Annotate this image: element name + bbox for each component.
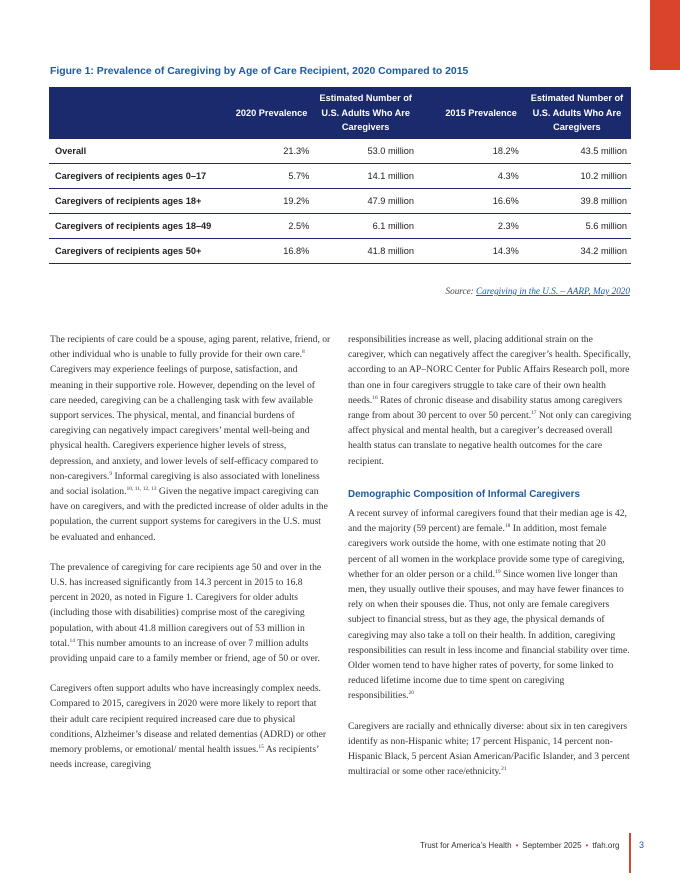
table-row: [49, 139, 631, 164]
footer-date: September 2025: [522, 840, 582, 850]
table-row: [49, 189, 631, 214]
footnote-ref: 16: [372, 394, 378, 401]
text-run: The recipients of care could be a spouse, aging parent, relative, friend, or other individual who is unable to fully provide for their own care.: [50, 334, 331, 361]
table-cell: 34.2 million: [523, 239, 631, 264]
section-heading: Demographic Composition of Informal Caregivers: [348, 488, 580, 500]
text-run: Not only can caregiving affect physical and mental health, but a caregiver’s decreased overall health status can translate to negative health outcomes for the care recipient.: [348, 410, 632, 467]
table-cell: 6.1 million: [313, 214, 418, 239]
left-column: [50, 332, 332, 787]
text-run: Caregivers may experience feelings of purpose, satisfaction, and meaning in their supportive role. However, depending on the level of care needed, caregiving can be a challenging task with few available support services. The physical, mental, and financial burdens of caregiving can negatively impact caregivers’ mental well-being and physical health. Caregivers experience higher levels of stress, depression, and anxiety, and lower levels of self-efficacy compared to non-caregivers.: [50, 364, 318, 482]
table-cell: 4.3%: [418, 164, 523, 189]
row-label: Caregivers of recipients ages 0–17: [49, 164, 217, 189]
footnote-ref: 8: [302, 349, 305, 356]
footer-site[interactable]: tfah.org: [592, 840, 620, 850]
footnote-ref: 18: [504, 523, 511, 530]
body-paragraph: [348, 719, 632, 780]
body-paragraph: [50, 560, 332, 666]
header-cell: 2020 Prevalence: [217, 87, 313, 139]
body-paragraph: [348, 506, 632, 704]
table-cell: 10.2 million: [523, 164, 631, 189]
corner-accent-tab: [650, 0, 680, 70]
footer-separator: •: [585, 840, 589, 850]
footnote-ref: 14: [69, 637, 75, 644]
table-cell: 21.3%: [217, 139, 313, 164]
footnote-ref: 9: [109, 470, 113, 477]
text-run: Caregivers are racially and ethnically diverse: about six in ten caregivers identify as non-Hispanic white; 17 percent Hispanic, 14 percent non-Hispanic Black, 5 percent Asian American/Pacific Islander, and 3 percent multiracial or some other race/ethnicity.: [348, 720, 630, 778]
source-prefix: Source:: [445, 286, 474, 296]
source-link[interactable]: Caregiving in the U.S. – AARP, May 2020: [476, 286, 630, 296]
footer-org: Trust for America’s Health: [419, 840, 512, 850]
table-cell: 16.8%: [217, 239, 313, 264]
table-cell: 18.2%: [418, 139, 523, 164]
figure-source: [446, 286, 631, 296]
row-label: Caregivers of recipients ages 50+: [49, 239, 217, 264]
text-run: responsibilities increase as well, placing additional strain on the caregiver, which can negatively affect the caregiver’s health. Specifically, according to an AP–NORC Center for Public Affairs Research poll, more than one in four caregivers struggle to take care of their own health needs.: [348, 334, 631, 406]
text-run: Rates of chronic disease and disability status among caregivers range from about 30 percent to over 50 percent.: [348, 394, 623, 422]
text-run: As recipients’ needs increase, caregiving: [50, 744, 319, 771]
footnote-ref: 17: [531, 410, 537, 417]
text-run: Given the negative impact caregiving can have on caregivers, and with the predicted increase of older adults in the population, the current support systems for caregivers in the U.S. must be evaluated and enhanced.: [50, 486, 328, 543]
body-paragraph: [50, 332, 332, 545]
body-paragraph: [50, 681, 332, 772]
row-label: Caregivers of recipients ages 18–49: [49, 214, 217, 239]
figure-title: Figure 1: Prevalence of Caregiving by Age of Care Recipient, 2020 Compared to 2015: [50, 66, 469, 77]
row-label: Caregivers of recipients ages 18+: [49, 189, 217, 214]
text-run: This number amounts to an increase of over 7 million adults providing unpaid care to a family member or friend, age of 50 or over.: [50, 637, 320, 665]
table-cell: 39.8 million: [523, 189, 631, 214]
header-cell: Estimated Number of U.S. Adults Who Are Caregivers: [313, 87, 418, 139]
table-cell: 19.2%: [217, 189, 313, 214]
body-paragraph: [348, 332, 632, 469]
header-cell: 2015 Prevalence: [418, 87, 523, 139]
text-run: Caregivers often support adults who have increasingly complex needs. Compared to 2015, caregivers in 2020 were more likely to report that their adult care recipient required increased care due to physical conditions, Alzheimer’s disease and related dementias (ADRD) or other memory problems, or emotional/ mental health issues.: [50, 683, 327, 756]
text-run: The prevalence of caregiving for care recipients age 50 and over in the U.S. has increased significantly from 14.3 percent in 2015 to 16.8 percent in 2020, as noted in Figure 1. Caregivers for older adults (including those with disabilities) comprise most of the caregiving population, with about 41.8 million caregivers out of 53 million in total.: [50, 561, 322, 649]
table-cell: 2.3%: [418, 214, 523, 239]
row-label: Overall: [49, 139, 217, 164]
footer-separator: •: [515, 840, 519, 850]
table-cell: 47.9 million: [313, 189, 418, 214]
table-header-row: [49, 87, 631, 139]
table-cell: 53.0 million: [313, 139, 418, 164]
page-footer: [420, 838, 644, 852]
table-cell: 14.1 million: [313, 164, 418, 189]
header-cell: Estimated Number of U.S. Adults Who Are Caregivers: [523, 87, 631, 139]
table-cell: 5.6 million: [523, 214, 631, 239]
text-run: In addition, most female caregivers work outside the home, with one estimate noting that 20 percent of all women in the workplace provide some type of caregiving, whether for an older person or a child.: [348, 523, 625, 580]
table-row: [49, 239, 631, 264]
header-cell: [49, 87, 217, 139]
table-cell: 41.8 million: [313, 239, 418, 264]
footnote-ref: 10, 11, 12, 13: [126, 486, 157, 493]
page-number: 3: [638, 840, 644, 850]
table-cell: 5.7%: [217, 164, 313, 189]
text-run: A recent survey of informal caregivers found that their median age is 42, and the majority (59 percent) are female.: [348, 508, 627, 535]
footnote-ref: 20: [408, 690, 414, 697]
table-row: [49, 164, 631, 189]
text-run: Since women live longer than men, they usually outlive their spouses, and may have fewer finances to rely on when their spouses die. Thus, not only are female caregivers subject to financial stress, but as they age, the physical demands of caregiving may also take a toll on their health. In addition, caregiving responsibilities can result in less income and financial stability over time. Older women tend to have higher rates of poverty, for some linked to reduced lifetime income due to time spent on caregiving responsibilities.: [348, 568, 630, 702]
text-run: Informal caregiving is also associated with loneliness and social isolation.: [50, 470, 320, 498]
footnote-ref: 21: [501, 766, 507, 773]
table-cell: 14.3%: [418, 239, 523, 264]
footnote-ref: 15: [258, 744, 264, 751]
caregiving-table: [49, 87, 631, 264]
table-cell: 2.5%: [217, 214, 313, 239]
table-row: [49, 214, 631, 239]
footer-divider: [629, 833, 631, 873]
footnote-ref: 19: [495, 568, 501, 575]
table-cell: 16.6%: [418, 189, 523, 214]
right-column: [348, 332, 632, 794]
table-cell: 43.5 million: [523, 139, 631, 164]
